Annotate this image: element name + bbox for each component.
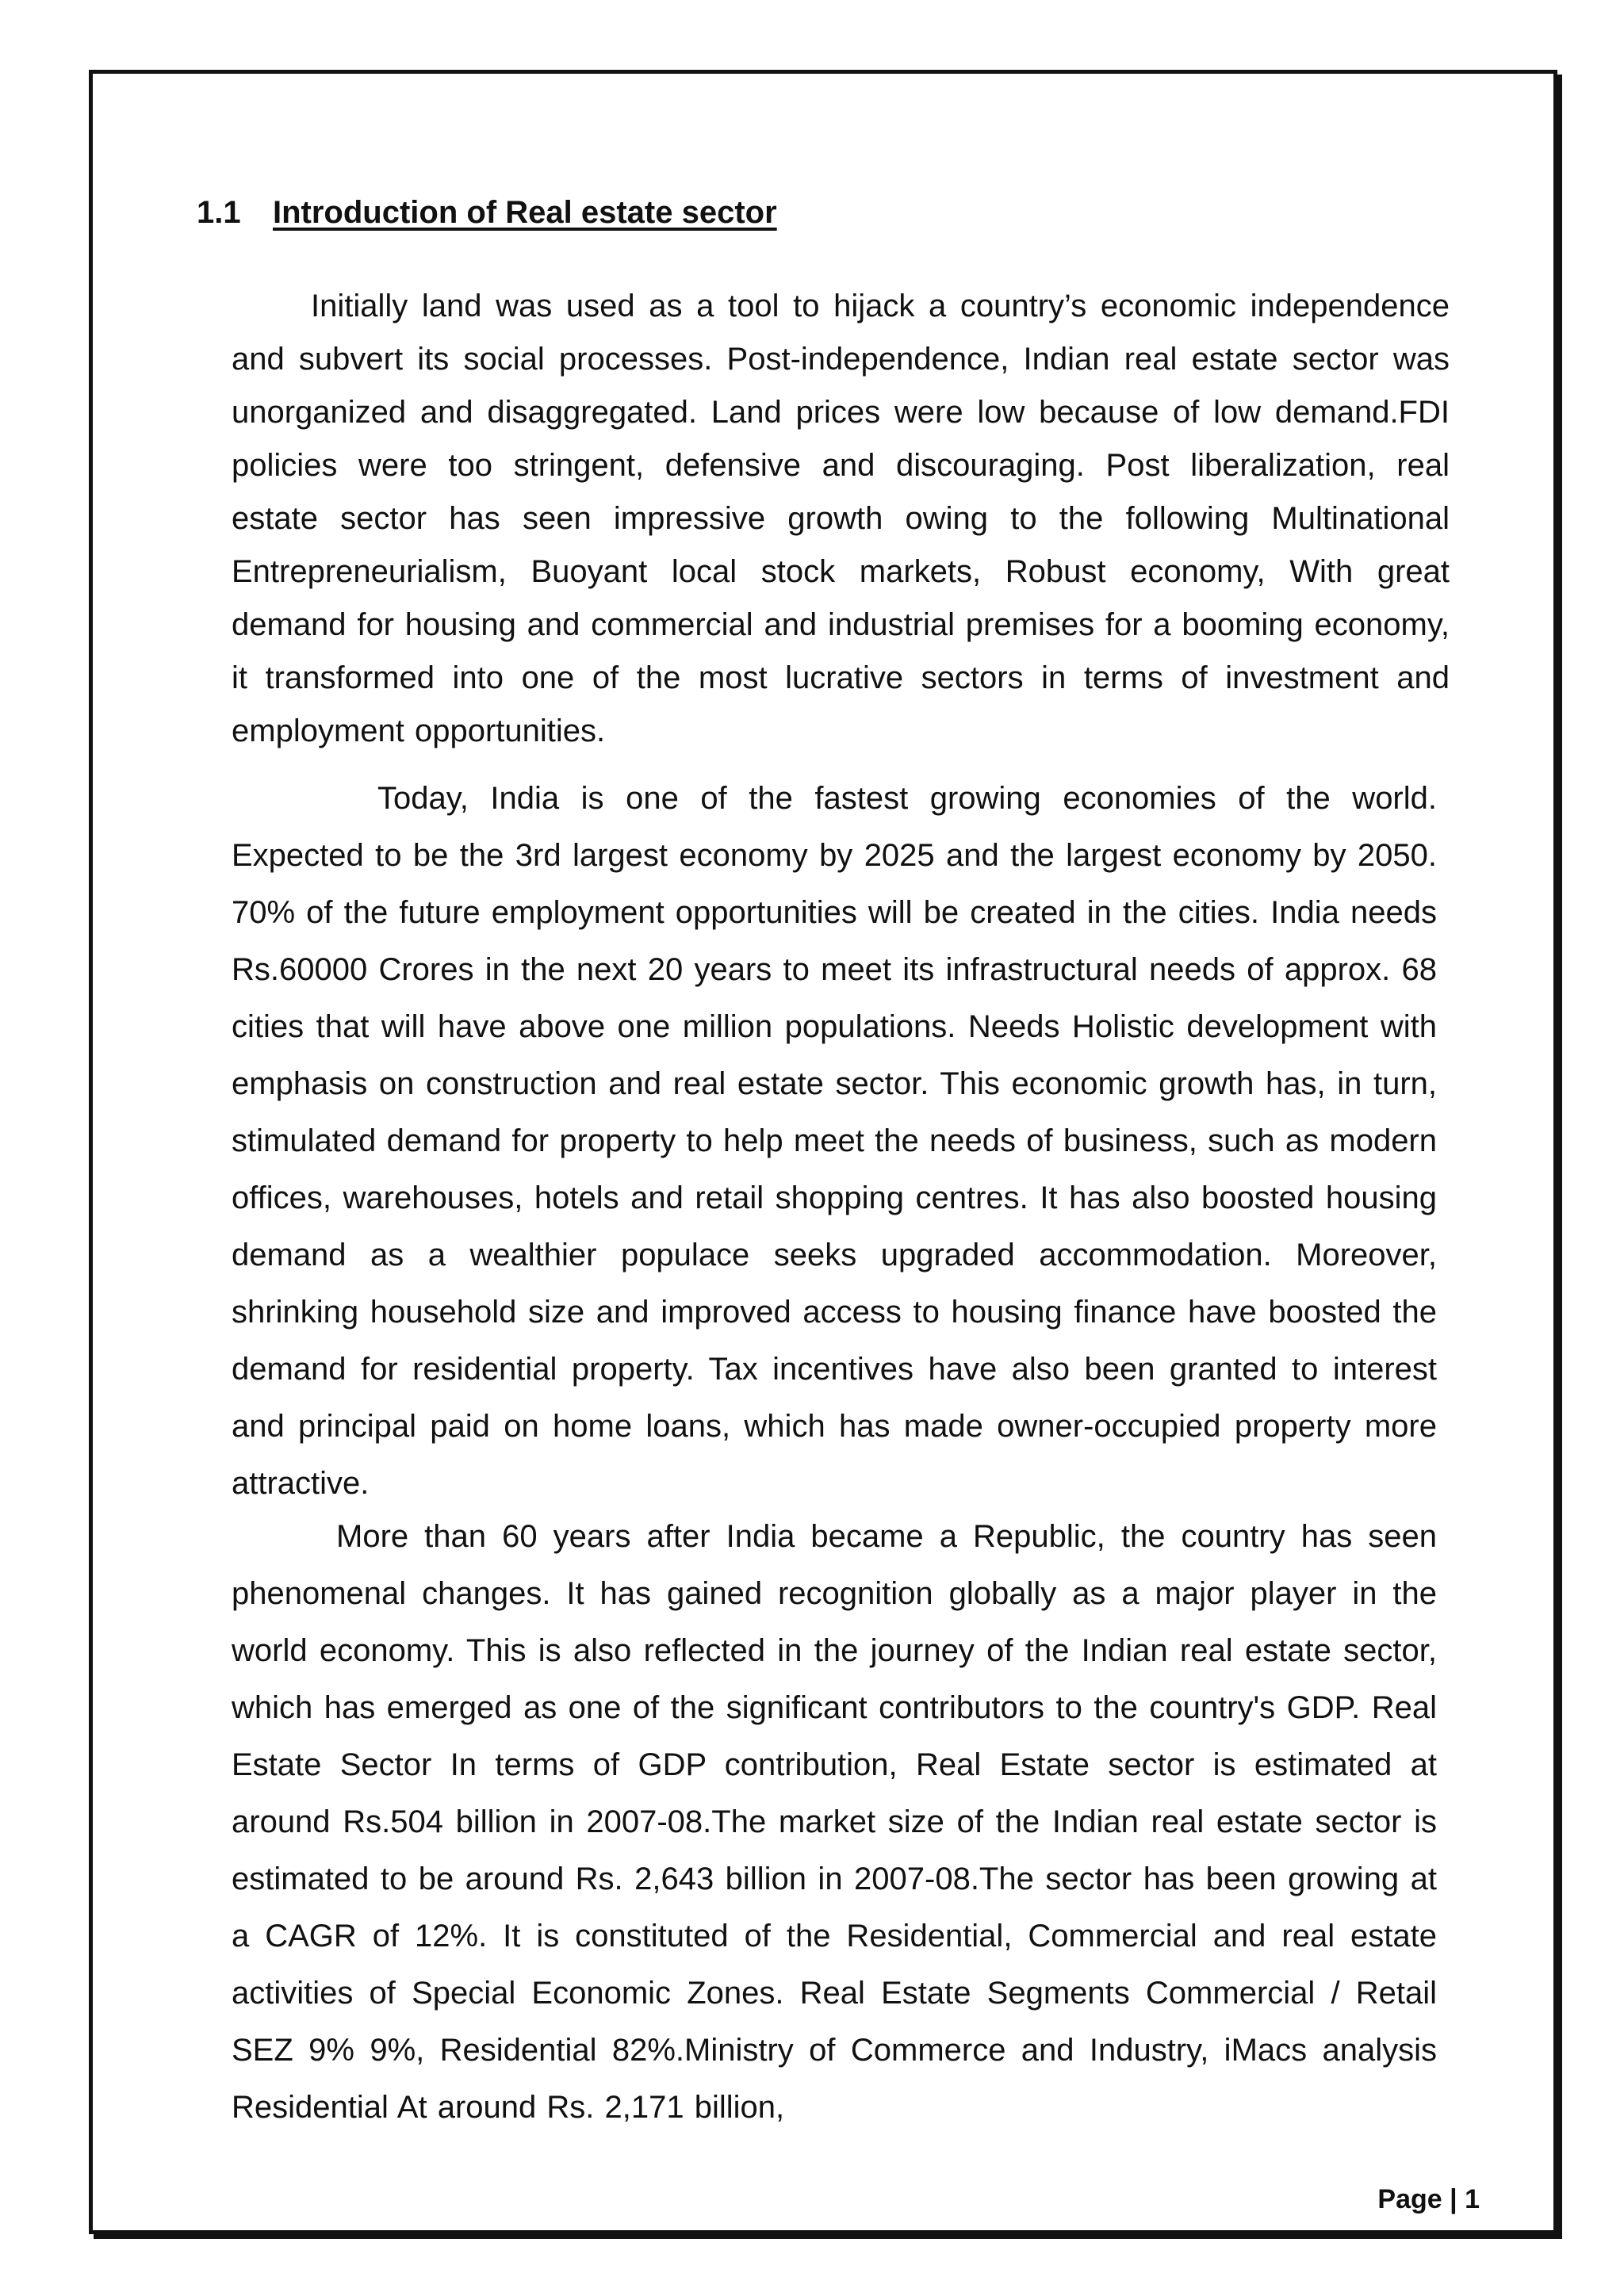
- paragraph-india-economy: Today, India is one of the fastest growing economies of the world. Expected to be the 3rd largest economy by 2025 and the largest economy by 2050. 70% of the future employment opportunities will be created in the cities. India needs Rs.60000 Crores in the next 20 years to meet its infrastructural needs of approx. 68 cities that will have above one million populations. Needs Holistic development with emphasis on construction and real estate sector. This economic growth has, in turn, stimulated demand for property to help meet the needs of business, such as modern offices, warehouses, hotels and retail shopping centres. It has also boosted housing demand as a wealthier populace seeks upgraded accommodation. Moreover, shrinking household size and improved access to housing finance have boosted the demand for residential property. Tax incentives have also been granted to interest and principal paid on home loans, which has made owner-occupied property more attractive.: [232, 781, 1437, 1501]
- paragraph-intro: Initially land was used as a tool to hijack a country’s economic independence and subvert its social processes. Post-independence, Indian real estate sector was unorganized and disaggregated. Land prices were low because of low demand.FDI policies were too stringent, defensive and discouraging. Post liberalization, real estate sector has seen impressive growth owing to the following Multinational Entrepreneurialism, Buoyant local stock markets, Robust economy, With great demand for housing and commercial and industrial premises for a booming economy, it transformed into one of the most lucrative sectors in terms of investment and employment opportunities.: [232, 289, 1450, 748]
- paragraph-republic-growth: More than 60 years after India became a Republic, the country has seen phenomenal changes. It has gained recognition globally as a major player in the world economy. This is also reflected in the journey of the Indian real estate sector, which has emerged as one of the significant contributors to the country's GDP. Real Estate Sector In terms of GDP contribution, Real Estate sector is estimated at around Rs.504 billion in 2007-08.The market size of the Indian real estate sector is estimated to be around Rs. 2,643 billion in 2007-08.The sector has been growing at a CAGR of 12%. It is constituted of the Residential, Commercial and real estate activities of Special Economic Zones. Real Estate Segments Commercial / Retail SEZ 9% 9%, Residential 82%.Ministry of Commerce and Industry, iMacs analysis Residential At around Rs. 2,171 billion,: [232, 1519, 1437, 2125]
- section-heading: [197, 190, 777, 235]
- section-number: 1.1: [197, 195, 241, 230]
- section-title: Introduction of Real estate sector: [273, 195, 777, 230]
- page-number: Page | 1: [1377, 2184, 1480, 2214]
